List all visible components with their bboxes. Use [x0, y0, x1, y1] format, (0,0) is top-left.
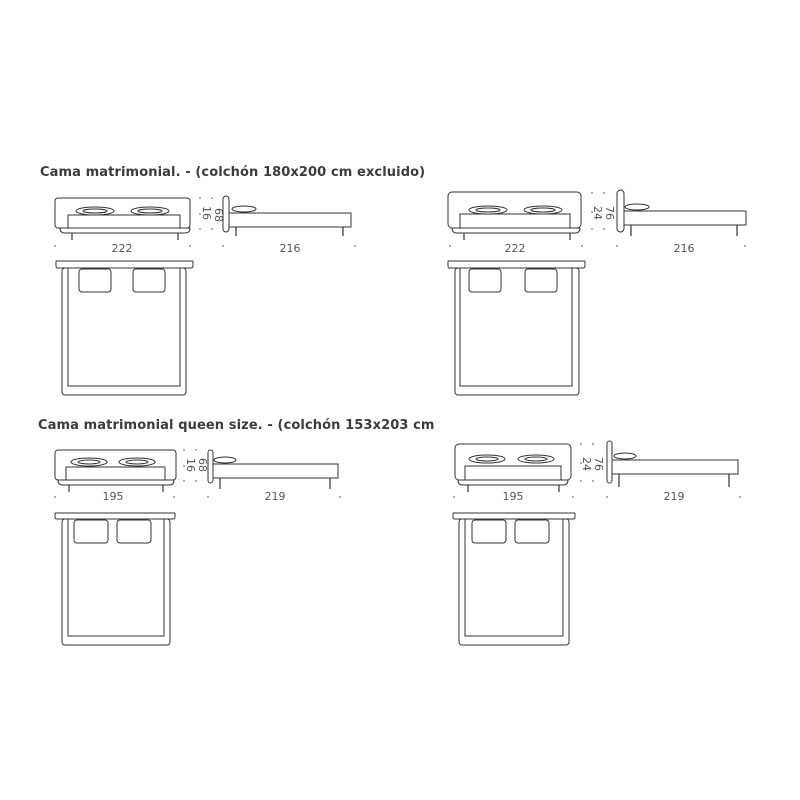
low-height-label: 16: [200, 206, 213, 220]
total-height-label: 68: [196, 458, 209, 472]
king-tall-variant: [448, 190, 746, 395]
top-view: [55, 513, 175, 645]
side-view: [617, 190, 746, 236]
length-label: 219: [264, 490, 286, 503]
width-label: 222: [111, 242, 133, 255]
front-view: [55, 450, 176, 492]
total-height-label: 76: [592, 457, 605, 471]
section-title-queen: Cama matrimonial queen size. - (colchón 153x203 cm: [38, 418, 435, 433]
length-label: 216: [673, 242, 695, 255]
top-view: [56, 261, 193, 395]
dimension-marks: [54, 197, 356, 247]
width-label: 195: [502, 490, 524, 503]
low-height-label: 24: [580, 457, 593, 471]
top-view: [448, 261, 585, 395]
low-height-label: 16: [184, 458, 197, 472]
queen-low-variant: [54, 449, 341, 645]
front-view: [455, 444, 571, 492]
total-height-label: 76: [603, 206, 616, 220]
side-view: [208, 450, 338, 489]
section-title-king: Cama matrimonial. - (colchón 180x200 cm excluido): [40, 165, 426, 180]
total-height-label: 68: [212, 208, 225, 222]
low-height-label: 24: [591, 206, 604, 220]
length-label: 219: [663, 490, 685, 503]
top-view: [453, 513, 575, 645]
width-label: 195: [102, 490, 124, 503]
front-view: [55, 198, 190, 240]
dimension-marks: [54, 449, 341, 498]
width-label: 222: [504, 242, 526, 255]
length-label: 216: [279, 242, 301, 255]
side-view: [223, 196, 351, 236]
king-low-variant: [54, 196, 356, 395]
queen-tall-variant: [453, 441, 741, 645]
front-view: [448, 192, 581, 240]
side-view: [607, 441, 738, 487]
